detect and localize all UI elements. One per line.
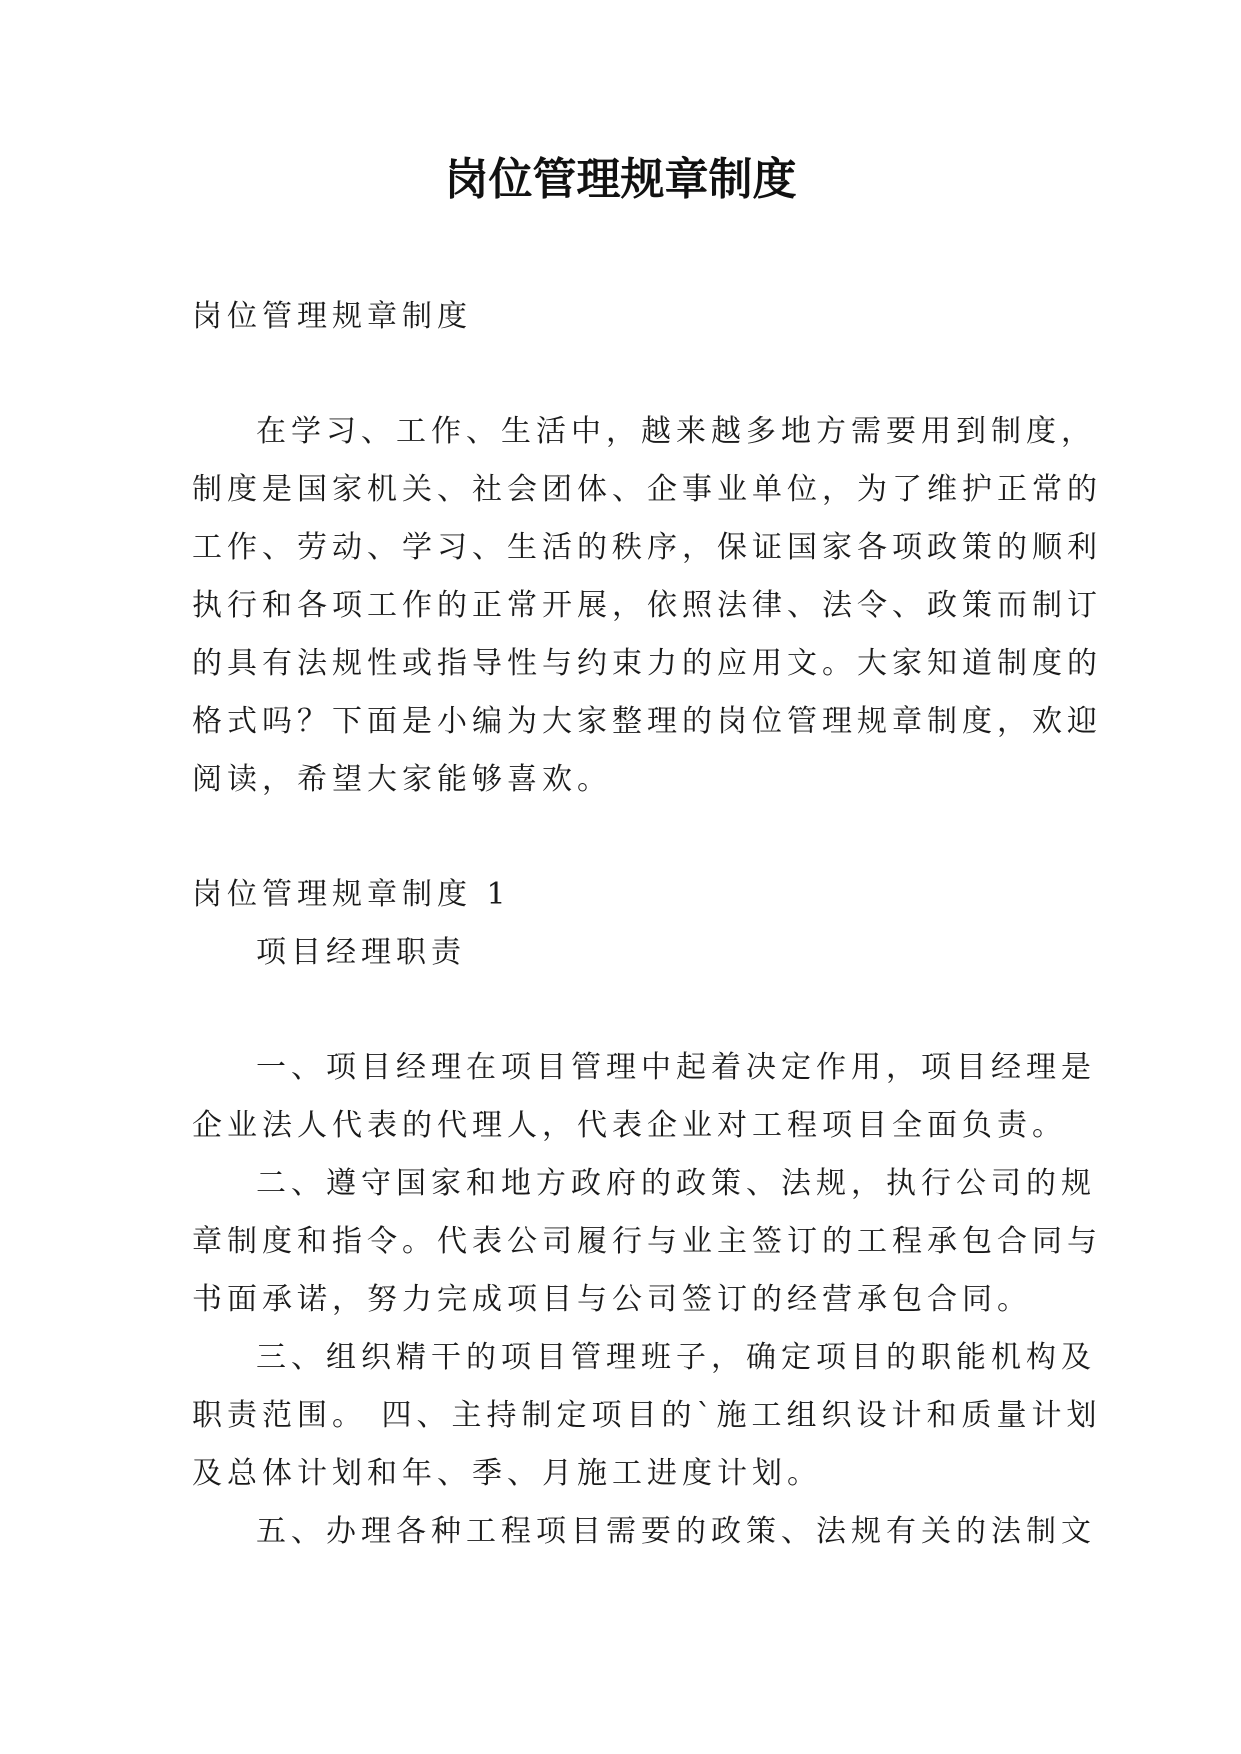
body-line: 章制度和指令。代表公司履行与业主签订的工程承包合同与 <box>192 1224 1102 1259</box>
body-line: 企业法人代表的代理人，代表企业对工程项目全面负责。 <box>192 1108 1067 1143</box>
body-line: 五、办理各种工程项目需要的政策、法规有关的法制文 <box>256 1514 1096 1549</box>
section-subheading: 项目经理职责 <box>256 935 466 970</box>
body-line: 二、遵守国家和地方政府的政策、法规，执行公司的规 <box>256 1166 1096 1201</box>
body-line: 三、组织精干的项目管理班子，确定项目的职能机构及 <box>256 1340 1096 1375</box>
body-line: 职责范围。 四、主持制定项目的`施工组织设计和质量计划 <box>192 1398 1102 1433</box>
intro-line: 的具有法规性或指导性与约束力的应用文。大家知道制度的 <box>192 646 1102 681</box>
document-title: 岗位管理规章制度 <box>444 154 797 205</box>
intro-line: 工作、劳动、学习、生活的秩序，保证国家各项政策的顺利 <box>192 530 1102 565</box>
intro-line: 执行和各项工作的正常开展，依照法律、法令、政策而制订 <box>192 588 1102 623</box>
intro-line: 阅读，希望大家能够喜欢。 <box>192 762 612 797</box>
intro-line: 制度是国家机关、社会团体、企事业单位，为了维护正常的 <box>192 472 1102 507</box>
section-heading: 岗位管理规章制度 1 <box>192 877 511 912</box>
document-subtitle: 岗位管理规章制度 <box>192 299 472 334</box>
intro-line: 格式吗？下面是小编为大家整理的岗位管理规章制度，欢迎 <box>192 704 1102 739</box>
body-line: 书面承诺，努力完成项目与公司签订的经营承包合同。 <box>192 1282 1032 1317</box>
body-line: 及总体计划和年、季、月施工进度计划。 <box>192 1456 822 1491</box>
body-line: 一、项目经理在项目管理中起着决定作用，项目经理是 <box>256 1050 1096 1085</box>
intro-line: 在学习、工作、生活中，越来越多地方需要用到制度， <box>256 414 1096 449</box>
